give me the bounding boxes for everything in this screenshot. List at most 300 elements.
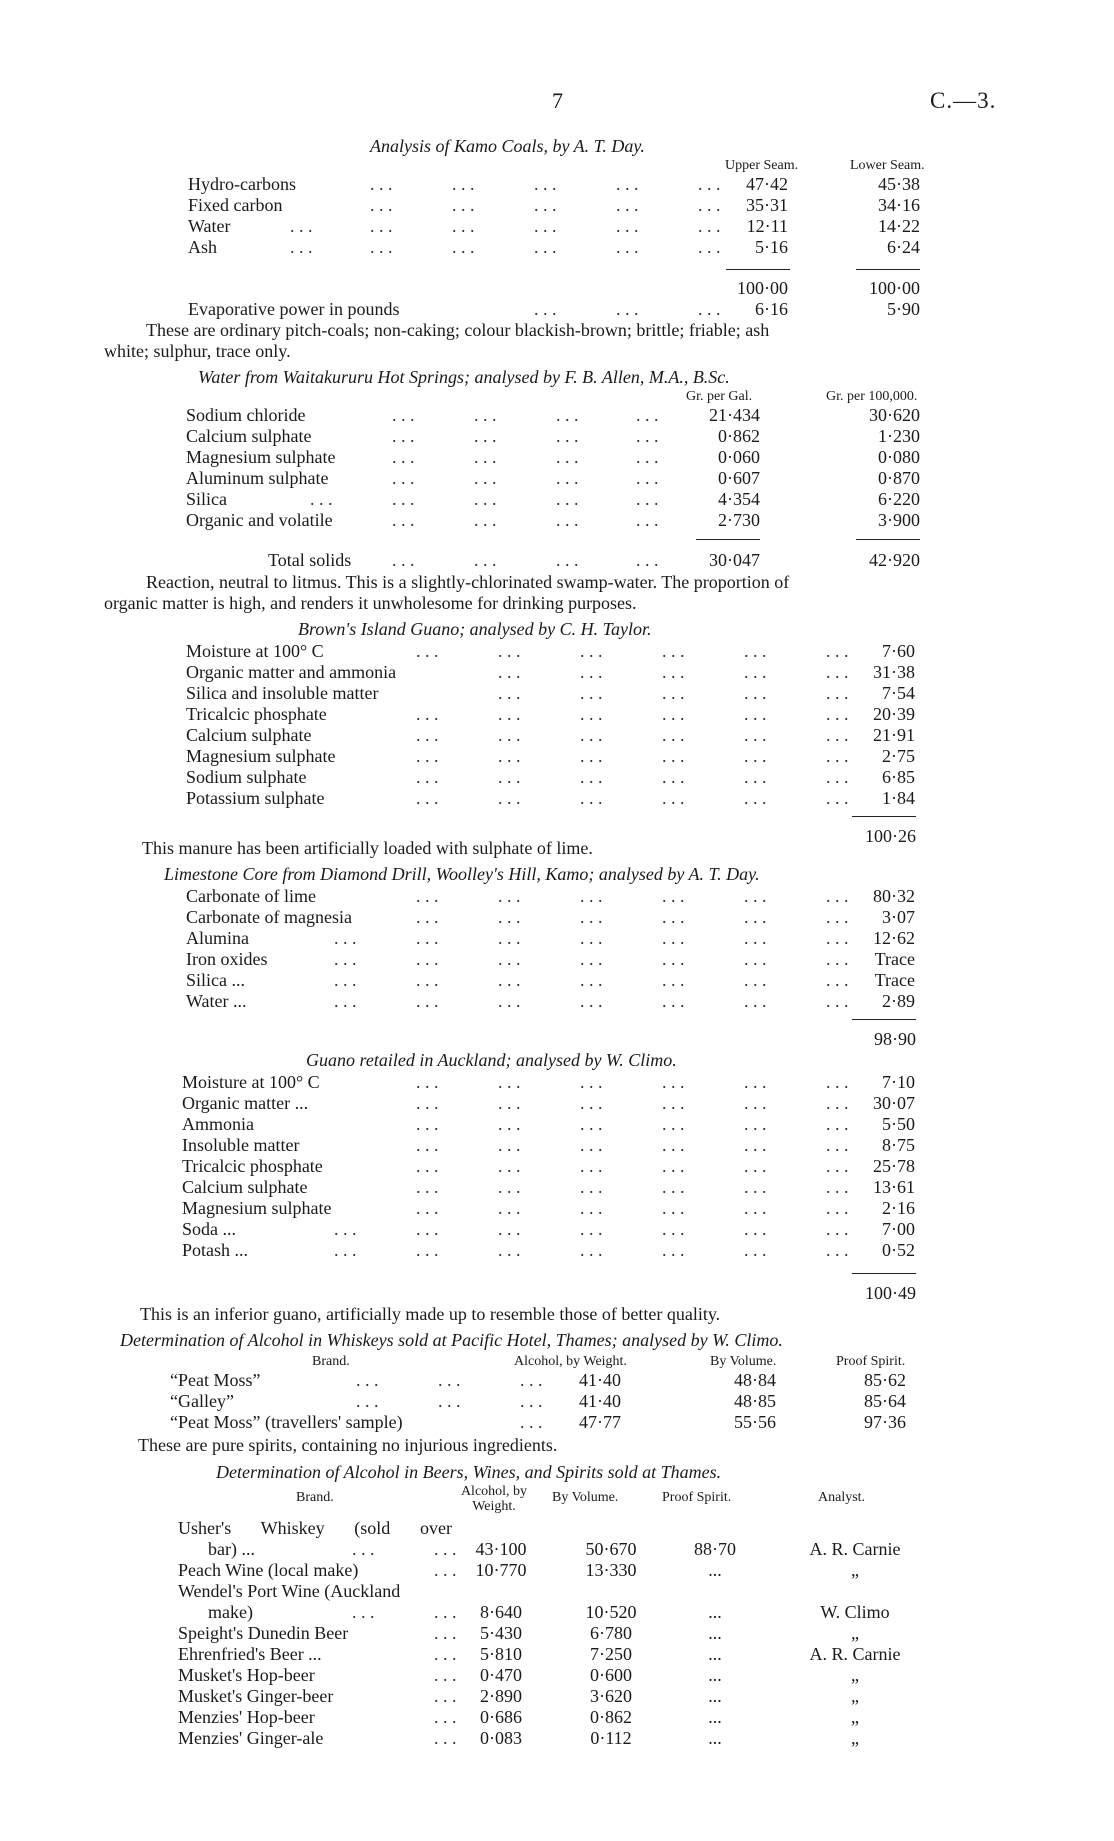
leader-dots: . . . (826, 704, 849, 724)
leader-dots: . . . (580, 1198, 603, 1218)
leader-dots: . . . (356, 1391, 379, 1411)
weight-cell: 2·890 (480, 1686, 522, 1706)
leader-dots: . . . (498, 949, 521, 969)
leader-dots: . . . (580, 1114, 603, 1134)
leader-dots: . . . (580, 1072, 603, 1092)
per-100000-total: 42·920 (869, 550, 920, 570)
leader-dots: . . . (580, 725, 603, 745)
row-value: 12·62 (873, 928, 915, 948)
weight-cell: 0·470 (480, 1665, 522, 1685)
lower-value: 45·38 (878, 174, 920, 194)
leader-dots: . . . (580, 767, 603, 787)
table-row (0, 1093, 1114, 1114)
per-gal-value: 2·730 (718, 510, 760, 530)
leader-dots: . . . (580, 704, 603, 724)
whiskeys-col-volume: By Volume. (710, 1354, 777, 1369)
brand-cell: Usher's Whiskey (sold over (178, 1518, 452, 1538)
volume-cell: 13·330 (585, 1560, 637, 1580)
leader-dots: . . . (826, 767, 849, 787)
leader-dots: . . . (826, 1156, 849, 1176)
document-reference: C.—3. (930, 88, 997, 113)
leader-dots: . . . (534, 216, 557, 236)
leader-dots: . . . (698, 216, 721, 236)
table-row (0, 991, 1114, 1012)
per-gal-value: 21·434 (709, 405, 760, 425)
table-row (0, 1198, 1114, 1219)
proof-cell: 88·70 (694, 1539, 736, 1559)
leader-dots: . . . (416, 1114, 439, 1134)
leader-dots: . . . (556, 550, 579, 570)
leader-dots: . . . (662, 767, 685, 787)
leader-dots: . . . (434, 1644, 457, 1664)
leader-dots: . . . (434, 1686, 457, 1706)
upper-value: 12·11 (746, 216, 788, 236)
row-label: Hydro-carbons (188, 174, 296, 194)
leader-dots: . . . (698, 174, 721, 194)
leader-dots: . . . (662, 1240, 685, 1260)
row-label: Tricalcic phosphate (182, 1156, 323, 1176)
browns-table (0, 641, 1114, 809)
leader-dots: . . . (416, 1240, 439, 1260)
per-gal-total: 30·047 (709, 550, 760, 570)
leader-dots: . . . (662, 683, 685, 703)
row-value: 21·91 (873, 725, 915, 745)
leader-dots: . . . (520, 1412, 543, 1432)
table-row (0, 1560, 1114, 1581)
leader-dots: . . . (826, 1093, 849, 1113)
leader-dots: . . . (826, 788, 849, 808)
table-row (0, 216, 1114, 237)
leader-dots: . . . (662, 1072, 685, 1092)
analyst-cell: „ (851, 1560, 859, 1580)
leader-dots: . . . (534, 299, 557, 319)
row-label: Calcium sulphate (186, 725, 312, 745)
leader-dots: . . . (416, 788, 439, 808)
leader-dots: . . . (290, 216, 313, 236)
table-row (0, 405, 1114, 426)
leader-dots: . . . (580, 991, 603, 1011)
per-100000-value: 0·870 (878, 468, 920, 488)
leader-dots: . . . (662, 641, 685, 661)
leader-dots: . . . (452, 195, 475, 215)
row-value: 13·61 (873, 1177, 915, 1197)
proof-cell: ... (708, 1623, 722, 1643)
leader-dots: . . . (356, 1370, 379, 1390)
kamo-note: These are ordinary pitch-coals; non-caking; colour blackish-brown; brittle; friable; ash (146, 320, 770, 340)
leader-dots: . . . (474, 489, 497, 509)
whiskeys-col-brand: Brand. (312, 1354, 350, 1369)
volume-cell: 0·112 (590, 1728, 632, 1748)
lower-total: 100·00 (869, 278, 920, 298)
row-label: Carbonate of magnesia (186, 907, 352, 927)
table-row (0, 1623, 1114, 1644)
leader-dots: . . . (636, 405, 659, 425)
water-total-row (0, 550, 1114, 571)
leader-dots: . . . (616, 174, 639, 194)
brand-cell: Menzies' Ginger-ale (178, 1728, 324, 1748)
table-row (0, 489, 1114, 510)
weight-cell: 47·77 (579, 1412, 621, 1432)
proof-cell: ... (708, 1665, 722, 1685)
row-label: Calcium sulphate (182, 1177, 308, 1197)
leader-dots: . . . (334, 1219, 357, 1239)
leader-dots: . . . (474, 468, 497, 488)
brand-cell: Ehrenfried's Beer ... (178, 1644, 322, 1664)
row-label: Sodium chloride (186, 405, 306, 425)
leader-dots: . . . (416, 1177, 439, 1197)
leader-dots: . . . (580, 928, 603, 948)
leader-dots: . . . (498, 662, 521, 682)
water-col-gal: Gr. per Gal. (686, 389, 753, 404)
table-row (0, 767, 1114, 788)
leader-dots: . . . (826, 746, 849, 766)
table-row (0, 1072, 1114, 1093)
table-row (0, 1518, 1114, 1539)
leader-dots: . . . (392, 489, 415, 509)
leader-dots: . . . (416, 746, 439, 766)
row-value: 7·10 (882, 1072, 915, 1092)
analyst-cell: „ (851, 1665, 859, 1685)
leader-dots: . . . (474, 510, 497, 530)
row-label: Silica and insoluble matter (186, 683, 379, 703)
leader-dots: . . . (826, 1135, 849, 1155)
per-gal-value: 0·862 (718, 426, 760, 446)
leader-dots: . . . (352, 1602, 375, 1622)
leader-dots: . . . (370, 237, 393, 257)
proof-cell: ... (708, 1728, 722, 1748)
leader-dots: . . . (744, 1156, 767, 1176)
leader-dots: . . . (334, 991, 357, 1011)
leader-dots: . . . (636, 510, 659, 530)
upper-value: 35·31 (746, 195, 788, 215)
leader-dots: . . . (826, 683, 849, 703)
leader-dots: . . . (416, 991, 439, 1011)
leader-dots: . . . (416, 767, 439, 787)
limestone-total: 98·90 (874, 1029, 916, 1049)
leader-dots: . . . (392, 468, 415, 488)
brand-cell: “Peat Moss” (travellers' sample) (170, 1412, 403, 1432)
leader-dots: . . . (498, 1219, 521, 1239)
leader-dots: . . . (474, 550, 497, 570)
beers-col-weight (448, 1484, 540, 1514)
leader-dots: . . . (744, 949, 767, 969)
row-value: 2·89 (882, 991, 915, 1011)
limestone-table (0, 886, 1114, 1012)
leader-dots: . . . (826, 1114, 849, 1134)
leader-dots: . . . (662, 1177, 685, 1197)
leader-dots: . . . (370, 216, 393, 236)
row-value: 6·85 (882, 767, 915, 787)
leader-dots: . . . (662, 991, 685, 1011)
row-value: 31·38 (873, 662, 915, 682)
leader-dots: . . . (392, 405, 415, 425)
weight-cell: 41·40 (579, 1370, 621, 1390)
weight-cell: 43·100 (475, 1539, 527, 1559)
page-number: 7 (552, 88, 563, 113)
leader-dots: . . . (616, 216, 639, 236)
leader-dots: . . . (434, 1728, 457, 1748)
leader-dots: . . . (826, 725, 849, 745)
leader-dots: . . . (744, 1093, 767, 1113)
leader-dots: . . . (434, 1707, 457, 1727)
row-label: Insoluble matter (182, 1135, 300, 1155)
table-row (0, 174, 1114, 195)
per-gal-value: 0·060 (718, 447, 760, 467)
per-100000-value: 6·220 (878, 489, 920, 509)
per-100000-value: 3·900 (878, 510, 920, 530)
water-col-100000: Gr. per 100,000. (826, 389, 918, 404)
row-value: Trace (874, 970, 915, 990)
table-row (0, 1114, 1114, 1135)
leader-dots: . . . (580, 1240, 603, 1260)
beers-col-weight-line1: Alcohol, by (460, 1484, 528, 1499)
leader-dots: . . . (310, 489, 333, 509)
row-label: Evaporative power in pounds (188, 299, 400, 319)
table-row (0, 949, 1114, 970)
leader-dots: . . . (662, 1114, 685, 1134)
leader-dots: . . . (434, 1560, 457, 1580)
leader-dots: . . . (662, 1198, 685, 1218)
volume-cell: 50·670 (585, 1539, 637, 1559)
leader-dots: . . . (662, 1093, 685, 1113)
leader-dots: . . . (826, 662, 849, 682)
row-value: 5·50 (882, 1114, 915, 1134)
leader-dots: . . . (434, 1539, 457, 1559)
leader-dots: . . . (498, 1072, 521, 1092)
table-row (0, 1391, 1114, 1412)
leader-dots: . . . (556, 447, 579, 467)
table-row (0, 468, 1114, 489)
table-row (0, 725, 1114, 746)
leader-dots: . . . (826, 1072, 849, 1092)
beers-title: Determination of Alcohol in Beers, Wines, and Spirits sold at Thames. (216, 1462, 722, 1482)
brand-cell: “Galley” (170, 1391, 234, 1411)
row-value: 7·60 (882, 641, 915, 661)
leader-dots: . . . (556, 468, 579, 488)
leader-dots: . . . (744, 991, 767, 1011)
whiskeys-table (0, 1370, 1114, 1433)
table-row (0, 1686, 1114, 1707)
volume-cell: 6·780 (590, 1623, 632, 1643)
volume-cell: 3·620 (590, 1686, 632, 1706)
leader-dots: . . . (744, 788, 767, 808)
volume-cell: 55·56 (734, 1412, 776, 1432)
leader-dots: . . . (636, 550, 659, 570)
limestone-title: Limestone Core from Diamond Drill, Woolley's Hill, Kamo; analysed by A. T. Day. (164, 864, 760, 884)
table-row (0, 683, 1114, 704)
leader-dots: . . . (416, 949, 439, 969)
row-label: Total solids (268, 550, 352, 570)
leader-dots: . . . (826, 991, 849, 1011)
leader-dots: . . . (416, 1198, 439, 1218)
leader-dots: . . . (662, 886, 685, 906)
leader-dots: . . . (416, 1156, 439, 1176)
table-row (0, 1707, 1114, 1728)
row-label: Aluminum sulphate (186, 468, 329, 488)
leader-dots: . . . (636, 447, 659, 467)
browns-note: This manure has been artificially loaded with sulphate of lime. (142, 838, 593, 858)
row-label: Organic matter ... (182, 1093, 309, 1113)
table-row (0, 447, 1114, 468)
total-rule (852, 1019, 916, 1020)
leader-dots: . . . (744, 683, 767, 703)
leader-dots: . . . (744, 1198, 767, 1218)
weight-cell: 10·770 (475, 1560, 527, 1580)
leader-dots: . . . (662, 907, 685, 927)
leader-dots: . . . (662, 704, 685, 724)
leader-dots: . . . (416, 928, 439, 948)
leader-dots: . . . (534, 174, 557, 194)
auckland-title: Guano retailed in Auckland; analysed by W. Climo. (306, 1050, 677, 1070)
leader-dots: . . . (662, 1135, 685, 1155)
leader-dots: . . . (580, 788, 603, 808)
upper-total: 100·00 (737, 278, 788, 298)
leader-dots: . . . (370, 174, 393, 194)
leader-dots: . . . (580, 907, 603, 927)
table-row (0, 1665, 1114, 1686)
table-row (0, 1177, 1114, 1198)
leader-dots: . . . (744, 886, 767, 906)
row-label: Calcium sulphate (186, 426, 312, 446)
per-gal-value: 4·354 (718, 489, 760, 509)
leader-dots: . . . (498, 704, 521, 724)
leader-dots: . . . (416, 907, 439, 927)
leader-dots: . . . (334, 970, 357, 990)
leader-dots: . . . (744, 928, 767, 948)
leader-dots: . . . (744, 1114, 767, 1134)
leader-dots: . . . (636, 426, 659, 446)
leader-dots: . . . (826, 1198, 849, 1218)
beers-col-weight-line2: Weight. (472, 1499, 516, 1514)
total-rule (696, 539, 760, 540)
leader-dots: . . . (534, 195, 557, 215)
leader-dots: . . . (826, 928, 849, 948)
leader-dots: . . . (498, 1156, 521, 1176)
leader-dots: . . . (498, 907, 521, 927)
leader-dots: . . . (662, 1219, 685, 1239)
leader-dots: . . . (744, 1219, 767, 1239)
brand-cell-cont: bar) ... (208, 1539, 255, 1559)
leader-dots: . . . (498, 788, 521, 808)
leader-dots: . . . (438, 1391, 461, 1411)
brand-cell: Musket's Ginger-beer (178, 1686, 334, 1706)
row-label: Alumina (186, 928, 249, 948)
upper-value: 47·42 (746, 174, 788, 194)
row-label: Ash (188, 237, 218, 257)
leader-dots: . . . (416, 1135, 439, 1155)
leader-dots: . . . (352, 1539, 375, 1559)
browns-title: Brown's Island Guano; analysed by C. H. Taylor. (298, 619, 652, 639)
leader-dots: . . . (616, 195, 639, 215)
table-row (0, 1539, 1114, 1560)
proof-cell: ... (708, 1644, 722, 1664)
leader-dots: . . . (498, 886, 521, 906)
leader-dots: . . . (826, 1219, 849, 1239)
volume-cell: 7·250 (590, 1644, 632, 1664)
kamo-table (0, 174, 1114, 258)
row-label: Iron oxides (186, 949, 268, 969)
browns-total: 100·26 (865, 826, 916, 846)
table-row (0, 195, 1114, 216)
leader-dots: . . . (580, 746, 603, 766)
leader-dots: . . . (580, 1156, 603, 1176)
leader-dots: . . . (334, 949, 357, 969)
row-label: Fixed carbon (188, 195, 283, 215)
beers-col-proof: Proof Spirit. (662, 1490, 732, 1505)
leader-dots: . . . (580, 1219, 603, 1239)
auckland-total: 100·49 (865, 1283, 916, 1303)
leader-dots: . . . (452, 237, 475, 257)
leader-dots: . . . (434, 1602, 457, 1622)
leader-dots: . . . (416, 704, 439, 724)
leader-dots: . . . (392, 447, 415, 467)
leader-dots: . . . (498, 641, 521, 661)
leader-dots: . . . (416, 1219, 439, 1239)
beers-col-volume: By Volume. (552, 1490, 619, 1505)
proof-cell: ... (708, 1602, 722, 1622)
leader-dots: . . . (636, 489, 659, 509)
row-label: Soda ... (182, 1219, 236, 1239)
table-row (0, 1644, 1114, 1665)
kamo-evap-row (0, 299, 1114, 320)
row-label: Silica (186, 489, 227, 509)
leader-dots: . . . (498, 725, 521, 745)
leader-dots: . . . (580, 662, 603, 682)
volume-cell: 0·862 (590, 1707, 632, 1727)
water-note-cont: organic matter is high, and renders it unwholesome for drinking purposes. (104, 593, 637, 613)
water-title: Water from Waitakururu Hot Springs; analysed by F. B. Allen, M.A., B.Sc. (198, 367, 730, 387)
analyst-cell: „ (851, 1707, 859, 1727)
leader-dots: . . . (744, 746, 767, 766)
per-gal-value: 0·607 (718, 468, 760, 488)
leader-dots: . . . (826, 641, 849, 661)
kamo-title: Analysis of Kamo Coals, by A. T. Day. (370, 136, 645, 156)
auckland-note: This is an inferior guano, artificially made up to resemble those of better quality. (140, 1304, 721, 1324)
leader-dots: . . . (290, 237, 313, 257)
leader-dots: . . . (744, 1240, 767, 1260)
row-value: 30·07 (873, 1093, 915, 1113)
table-row (0, 1370, 1114, 1391)
table-row (0, 970, 1114, 991)
table-row (0, 907, 1114, 928)
leader-dots: . . . (826, 886, 849, 906)
table-row (0, 1602, 1114, 1623)
beers-col-analyst: Analyst. (818, 1490, 866, 1505)
leader-dots: . . . (744, 767, 767, 787)
leader-dots: . . . (580, 1093, 603, 1113)
brand-cell-cont: make) (208, 1602, 253, 1622)
leader-dots: . . . (636, 468, 659, 488)
leader-dots: . . . (534, 237, 557, 257)
brand-cell: Menzies' Hop-beer (178, 1707, 315, 1727)
weight-cell: 41·40 (579, 1391, 621, 1411)
brand-cell: Musket's Hop-beer (178, 1665, 315, 1685)
leader-dots: . . . (556, 405, 579, 425)
table-row (0, 1728, 1114, 1749)
leader-dots: . . . (498, 683, 521, 703)
whiskeys-title: Determination of Alcohol in Whiskeys sold at Pacific Hotel, Thames; analysed by W. Climo. (120, 1330, 783, 1350)
leader-dots: . . . (416, 1072, 439, 1092)
volume-cell: 0·600 (590, 1665, 632, 1685)
leader-dots: . . . (498, 1198, 521, 1218)
table-row (0, 1156, 1114, 1177)
beers-table (0, 1518, 1114, 1749)
water-table (0, 405, 1114, 531)
row-value: 2·16 (882, 1198, 915, 1218)
analyst-cell: „ (851, 1623, 859, 1643)
leader-dots: . . . (498, 1177, 521, 1197)
proof-cell: 85·62 (864, 1370, 906, 1390)
